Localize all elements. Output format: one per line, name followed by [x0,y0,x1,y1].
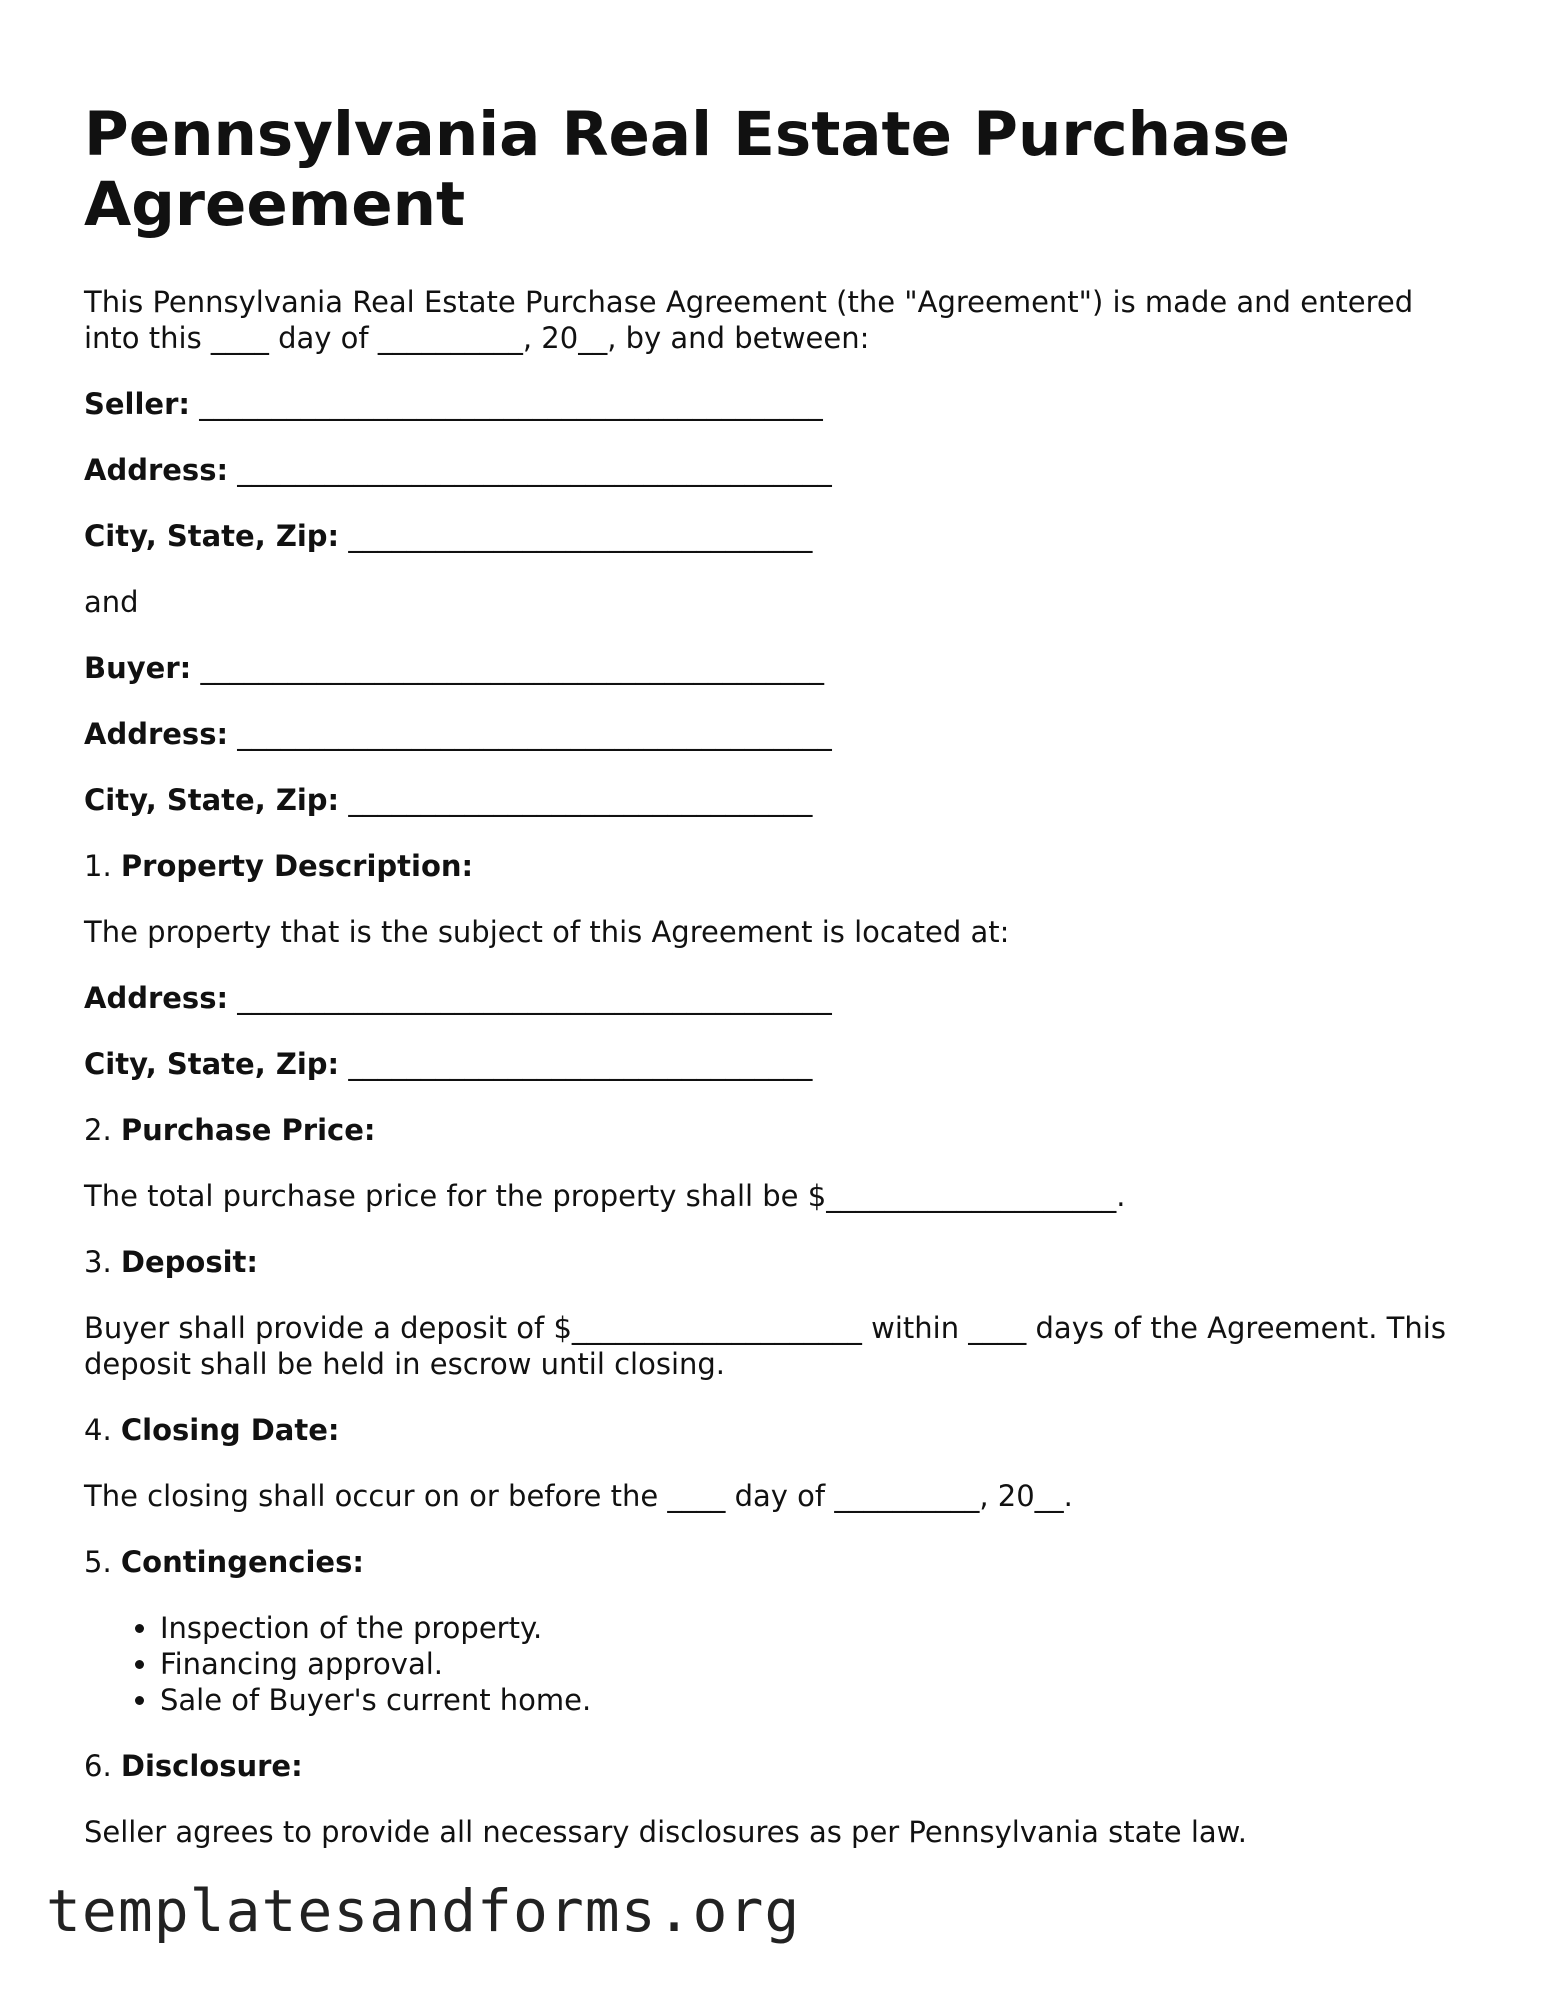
intro-paragraph: This Pennsylvania Real Estate Purchase Agreement (the "Agreement") is made and entered into this ____ day of __________, 20__, by and between: [84,285,1414,355]
list-item: • Sale of Buyer's current home. [160,1682,1464,1718]
section-deposit-title: Deposit: [120,1245,258,1279]
seller-csz-label: City, State, Zip: [84,519,340,553]
section-contingencies-title: Contingencies: [120,1545,364,1579]
buyer-address-label: Address: [84,717,229,751]
section-property-title: Property Description: [120,849,474,883]
property-address-blank: _________________________________________ [237,981,832,1015]
buyer-address-blank: _________________________________________ [237,717,832,751]
section-price-title: Purchase Price: [120,1113,376,1147]
section-deposit-text: Buyer shall provide a deposit of $____________________ within ____ days of the Agreement. This deposit shall be held in escrow until closing. [84,1311,1446,1381]
section-disclosure-number: 6. [84,1749,112,1783]
section-disclosure-heading [84,1748,1464,1784]
buyer-csz-field [84,782,1464,818]
section-property-number: 1. [84,849,112,883]
list-item: • Inspection of the property. [160,1610,1464,1646]
section-closing-title: Closing Date: [120,1413,340,1447]
seller-address-field [84,452,1464,488]
property-csz-label: City, State, Zip: [84,1047,340,1081]
section-closing-text: The closing shall occur on or before the ____ day of __________, 20__. [84,1479,1073,1513]
section-price-text: The total purchase price for the property shall be $____________________. [84,1179,1126,1213]
section-property-heading [84,848,1464,884]
section-disclosure-title: Disclosure: [120,1749,303,1783]
buyer-csz-blank: ________________________________ [348,783,813,817]
seller-name-label: Seller: [84,387,191,421]
seller-address-label: Address: [84,453,229,487]
section-price-number: 2. [84,1113,112,1147]
section-closing-heading [84,1412,1464,1448]
buyer-name-field [84,650,1464,686]
buyer-csz-label: City, State, Zip: [84,783,340,817]
buyer-name-blank: ___________________________________________ [200,651,824,685]
seller-name-field [84,386,1464,422]
section-disclosure-text: Seller agrees to provide all necessary disclosures as per Pennsylvania state law. [84,1815,1247,1849]
seller-csz-blank: ________________________________ [348,519,813,553]
and-text: and [84,585,139,619]
buyer-address-field [84,716,1464,752]
property-address-label: Address: [84,981,229,1015]
list-item: • Financing approval. [160,1646,1464,1682]
property-csz-blank: ________________________________ [348,1047,813,1081]
section-contingencies-number: 5. [84,1545,112,1579]
seller-csz-field [84,518,1464,554]
section-property-text: The property that is the subject of this Agreement is located at: [84,915,1010,949]
section-contingencies-heading [84,1544,1464,1580]
document-title: Pennsylvania Real Estate Purchase Agreement [84,99,1290,240]
watermark-text: templatesandforms.org [46,1877,801,1945]
contingencies-list [84,1610,1464,1718]
section-closing-number: 4. [84,1413,112,1447]
buyer-name-label: Buyer: [84,651,192,685]
property-address-field [84,980,1464,1016]
property-csz-field [84,1046,1464,1082]
section-deposit-number: 3. [84,1245,112,1279]
document-page [84,100,1464,1880]
seller-address-blank: _________________________________________ [237,453,832,487]
section-deposit-heading [84,1244,1464,1280]
section-price-heading [84,1112,1464,1148]
seller-name-blank: ___________________________________________ [199,387,823,421]
